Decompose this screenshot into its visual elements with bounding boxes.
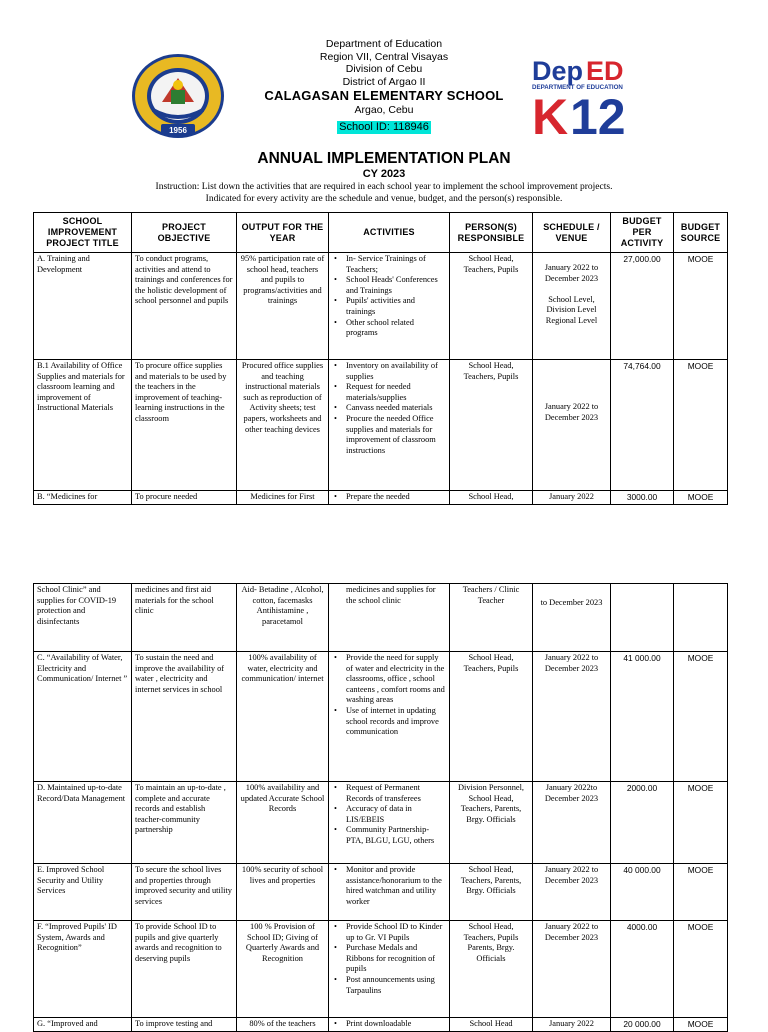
cell-output: 95% participation rate of school head, teachers and pupils to programs/activities and trainings (237, 253, 329, 360)
plan-year: CY 2023 (362, 168, 406, 180)
svg-text:12: 12 (570, 89, 626, 136)
table-row (34, 360, 728, 491)
cell-budget-source: MOOE (674, 491, 728, 505)
table-row (34, 864, 728, 921)
table-row (34, 584, 728, 652)
instruction-line-2: Indicated for every activity are the schedule and venue, budget, and the person(s) responsible. (205, 193, 563, 204)
cell-project-title: F. “Improved Pupils' ID System, Awards and Recognition” (34, 921, 132, 1018)
col-header-project-title: SCHOOL IMPROVEMENT PROJECT TITLE (34, 213, 132, 253)
division-name: Division of Cebu (345, 63, 423, 75)
col-header-objective: PROJECT OBJECTIVE (132, 213, 237, 253)
cell-project-title: E. Improved School Security and Utility Services (34, 864, 132, 921)
cell-activities (329, 360, 450, 491)
table-row (34, 782, 728, 864)
school-location: Argao, Cebu (354, 104, 414, 116)
svg-text:K: K (532, 89, 569, 136)
cell-output: 80% of the teachers (237, 1018, 329, 1032)
cell-budget: 40 000.00 (611, 864, 674, 921)
cell-persons: School Head, Teachers, Parents, Brgy. Officials (450, 864, 533, 921)
cell-schedule: January 2022 (533, 1018, 611, 1032)
activities-list (332, 922, 446, 996)
cell-activities (329, 652, 450, 782)
cell-objective: To improve testing and (132, 1018, 237, 1032)
dept-name: Department of Education (325, 38, 443, 50)
svg-text:Dep: Dep (532, 56, 584, 86)
cell-budget: 4000.00 (611, 921, 674, 1018)
cell-objective: To secure the school lives and properties through improved security and utility services (132, 864, 237, 921)
col-header-persons: PERSON(S) RESPONSIBLE (450, 213, 533, 253)
cell-persons: School Head (450, 1018, 533, 1032)
table-header-row (34, 213, 728, 253)
table-row (34, 491, 728, 505)
cell-persons: School Head, (450, 491, 533, 505)
cell-budget: 20 000.00 (611, 1018, 674, 1032)
cell-budget: 74,764.00 (611, 360, 674, 491)
cell-output: Procured office supplies and teaching instructional materials such as reproduction of Activity sheets; test papers, worksheets and other teaching devices (237, 360, 329, 491)
activity-item: • Print downloadable (346, 1019, 446, 1030)
cell-activities (329, 921, 450, 1018)
table-row (34, 921, 728, 1018)
table-row (34, 1018, 728, 1032)
cell-budget-source: MOOE (674, 1018, 728, 1032)
cell-project-title: B. “Medicines for (34, 491, 132, 505)
district-name: District of Argao II (342, 75, 426, 88)
cell-activities (329, 584, 450, 652)
cell-budget: 2000.00 (611, 782, 674, 864)
activity-item: • Monitor and provide assistance/honorarium to the hired watchman and utility worker (346, 865, 446, 907)
table-row (34, 253, 728, 360)
cell-budget: 27,000.00 (611, 253, 674, 360)
activities-list (332, 865, 446, 907)
cell-project-title: C. “Availability of Water, Electricity and Communication/ Internet ” (34, 652, 132, 782)
activity-item: • Community Partnership- PTA, BLGU, LGU, others (346, 825, 446, 846)
cell-persons: Teachers / Clinic Teacher (450, 584, 533, 652)
activities-list (332, 653, 446, 738)
cell-objective: To procure office supplies and materials to be used by the teachers in the improvement of teaching-learning instructions in the classroom (132, 360, 237, 491)
cell-objective: To procure needed (132, 491, 237, 505)
cell-budget-source: MOOE (674, 782, 728, 864)
school-name: CALAGASAN ELEMENTARY SCHOOL (264, 88, 504, 103)
cell-output: 100% security of school lives and properties (237, 864, 329, 921)
cell-budget-source: MOOE (674, 253, 728, 360)
activity-item: • Provide the need for supply of water and electricity in the classrooms, office , school canteens , comfort rooms and washing areas (346, 653, 446, 706)
cell-budget (611, 584, 674, 652)
activity-item: • Request of Permanent Records of transferees (346, 783, 446, 804)
cell-budget-source: MOOE (674, 652, 728, 782)
cell-output: Aid- Betadine , Alcohol, cotton, facemasks Antihistamine , paracetamol (237, 584, 329, 652)
region-name: Region VII, Central Visayas (319, 50, 449, 63)
svg-text:ED: ED (586, 56, 624, 86)
cell-objective: To sustain the need and improve the availability of water , electricity and internet services in school (132, 652, 237, 782)
cell-schedule: January 2022to December 2023 (533, 782, 611, 864)
cell-activities (329, 253, 450, 360)
activity-item: • In- Service Trainings of Teachers; (346, 254, 446, 275)
activity-item: • Other school related programs (346, 318, 446, 339)
col-header-schedule: SCHEDULE / VENUE (533, 213, 611, 253)
activity-item: • Procure the needed Office supplies and materials for improvement of classroom instructions (346, 414, 446, 456)
cell-activities (329, 864, 450, 921)
activity-item: • School Heads' Conferences and Trainings (346, 275, 446, 296)
activity-item: • Use of internet in updating school records and improve communication (346, 706, 446, 738)
cell-schedule: January 2022 to December 2023 School Level, Division Level Regional Level (533, 253, 611, 360)
cell-output: Medicines for First (237, 491, 329, 505)
cell-schedule: January 2022 to December 2023 (533, 864, 611, 921)
activity-item: • Provide School ID to Kinder up to Gr. VI Pupils (346, 922, 446, 943)
activity-item: • Accuracy of data in LIS/EBEIS (346, 804, 446, 825)
cell-schedule: January 2022 to December 2023 (533, 921, 611, 1018)
svg-text:DEPARTMENT OF EDUCATION: DEPARTMENT OF EDUCATION (532, 84, 623, 91)
cell-schedule: to December 2023 (533, 584, 611, 652)
activity-item: • Prepare the needed (346, 492, 446, 503)
activity-item: • Purchase Medals and Ribbons for recognition of pupils (346, 943, 446, 975)
deped-k12-logo (530, 56, 660, 136)
cell-activities (329, 491, 450, 505)
cell-objective: To provide School ID to pupils and give quarterly awards and recognition to deserving pupils (132, 921, 237, 1018)
col-header-budget: BUDGET PER ACTIVITY (611, 213, 674, 253)
cell-persons: School Head, Teachers, Pupils (450, 652, 533, 782)
cell-budget-source: MOOE (674, 921, 728, 1018)
cell-schedule: January 2022 to December 2023 (533, 652, 611, 782)
activity-item: • Pupils' activities and trainings (346, 296, 446, 317)
activity-item: • Inventory on availability of supplies (346, 361, 446, 382)
table-row (34, 652, 728, 782)
svg-text:1956: 1956 (169, 126, 187, 135)
cell-output: 100% availability of water, electricity and communication/ internet (237, 652, 329, 782)
cell-persons: School Head, Teachers, Pupils (450, 253, 533, 360)
cell-activities (329, 1018, 450, 1032)
cell-project-title: B.1 Availability of Office Supplies and materials for classroom learning and improvement of Instructional Materials (34, 360, 132, 491)
cell-activities (329, 782, 450, 864)
cell-budget-source: MOOE (674, 864, 728, 921)
cell-objective: medicines and first aid materials for the school clinic (132, 584, 237, 652)
cell-objective: To maintain an up-to-date , complete and accurate records and establish teacher-community partnership (132, 782, 237, 864)
col-header-activities: ACTIVITIES (329, 213, 450, 253)
cell-persons: School Head, Teachers, Pupils Parents, Brgy. Officials (450, 921, 533, 1018)
cell-budget-source (674, 584, 728, 652)
cell-project-title: D. Maintained up-to-date Record/Data Management (34, 782, 132, 864)
plan-table-page-1 (33, 212, 728, 505)
cell-output: 100% availability and updated Accurate School Records (237, 782, 329, 864)
plan-table-page-2 (33, 583, 728, 1032)
activities-list (332, 1019, 446, 1030)
cell-budget: 3000.00 (611, 491, 674, 505)
cell-persons: Division Personnel, School Head, Teachers, Parents, Brgy. Officials (450, 782, 533, 864)
plan-title: ANNUAL IMPLEMENTATION PLAN (257, 150, 511, 167)
plan-title-block (0, 150, 768, 181)
activity-item: • Request for needed materials/supplies (346, 382, 446, 403)
cell-schedule: January 2022 to December 2023 (533, 360, 611, 491)
col-header-output: OUTPUT FOR THE YEAR (237, 213, 329, 253)
cell-project-title: School Clinic” and supplies for COVID-19 protection and disinfectants (34, 584, 132, 652)
cell-project-title: G. “Improved and (34, 1018, 132, 1032)
activities-list (332, 254, 446, 339)
activity-continued: medicines and supplies for the school clinic (346, 585, 436, 605)
cell-project-title: A. Training and Development (34, 253, 132, 360)
cell-output: 100 % Provision of School ID; Giving of Quarterly Awards and Recognition (237, 921, 329, 1018)
cell-budget-source: MOOE (674, 360, 728, 491)
cell-persons: School Head, Teachers, Pupils (450, 360, 533, 491)
cell-budget: 41 000.00 (611, 652, 674, 782)
instruction-line-1: Instruction: List down the activities that are required in each school year to implement the school improvement projects. (155, 182, 613, 192)
cell-objective: To conduct programs, activities and attend to trainings and conferences for the holistic development of school personnel and pupils (132, 253, 237, 360)
activities-list (332, 783, 446, 847)
col-header-source: BUDGET SOURCE (674, 213, 728, 253)
activity-item: • Canvass needed materials (346, 403, 446, 414)
activities-list (332, 361, 446, 456)
activities-list (332, 492, 446, 503)
activity-item: • Post announcements using Tarpaulins (346, 975, 446, 996)
instructions (60, 182, 708, 205)
cell-schedule: January 2022 (533, 491, 611, 505)
school-id: School ID: 118946 (339, 120, 429, 133)
